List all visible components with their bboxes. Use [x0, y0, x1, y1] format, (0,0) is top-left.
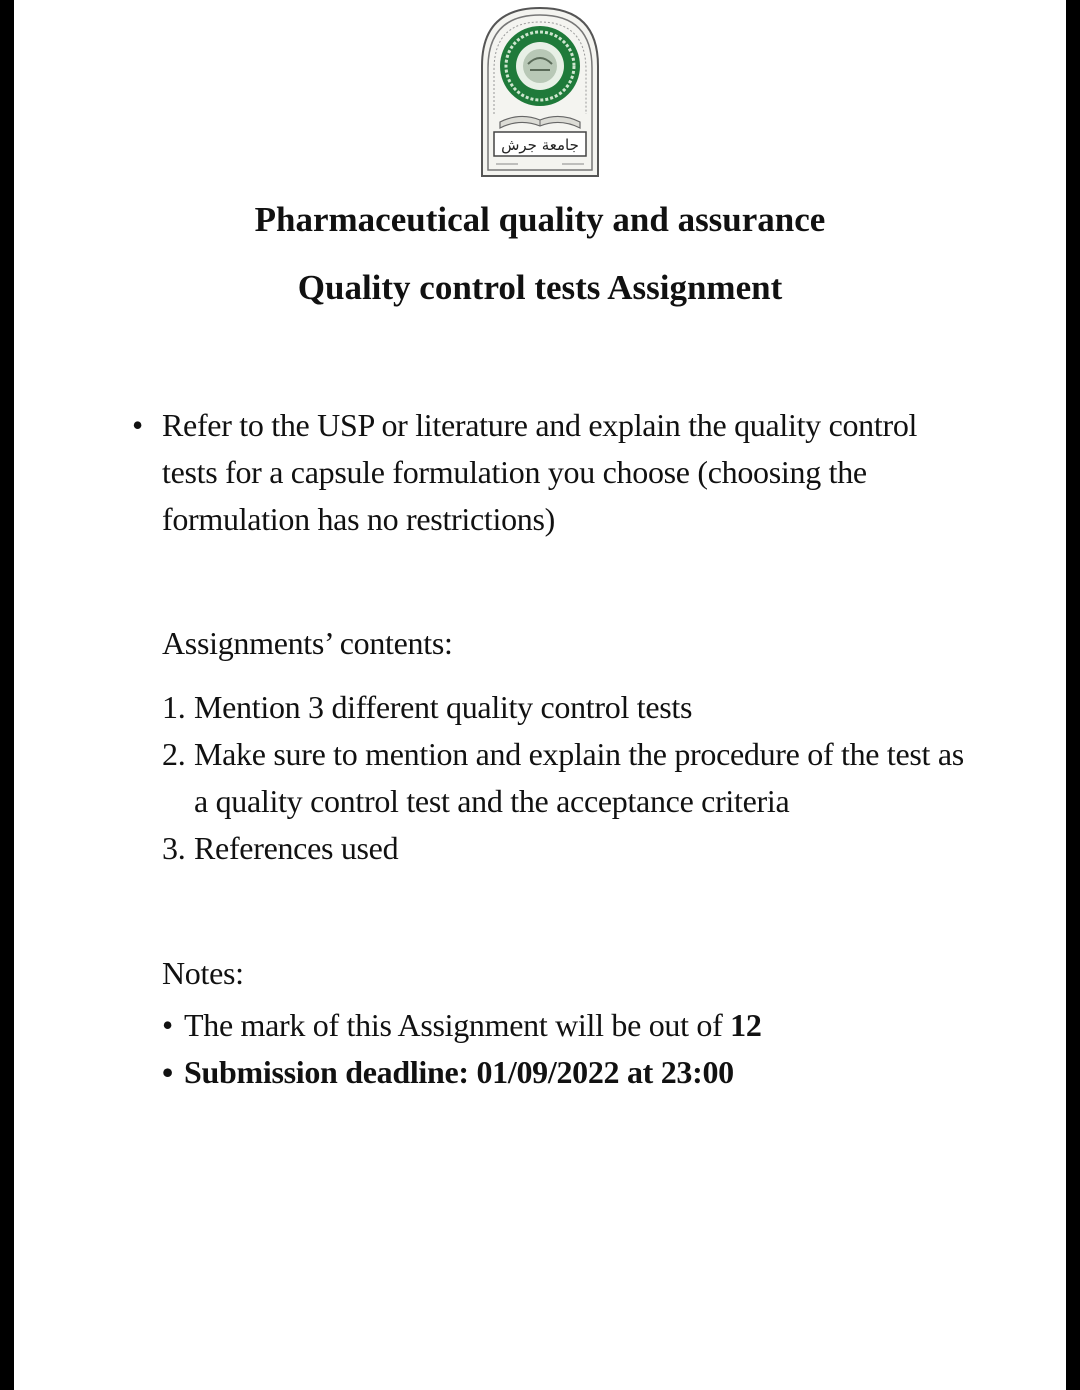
list-item-text: References used — [194, 830, 399, 866]
document-title: Pharmaceutical quality and assurance — [254, 200, 826, 239]
list-number: 2. — [162, 736, 186, 772]
list-item-text: Make sure to mention and explain the procedure of the test as a quality control test and the acceptance criteria — [194, 736, 964, 819]
list-item — [162, 684, 982, 731]
note-mark-value: 12 — [730, 1007, 762, 1043]
instruction-item — [132, 402, 952, 543]
contents-list — [162, 684, 982, 872]
document-subtitle: Quality control tests Assignment — [297, 268, 783, 307]
notes-list — [162, 1002, 982, 1096]
instruction-text: Refer to the USP or literature and explain the quality control tests for a capsule formulation you choose (choosing the formulation has no restrictions) — [162, 407, 918, 537]
document-page — [14, 0, 1066, 1390]
note-deadline-text: Submission deadline: 01/09/2022 at 23:00 — [184, 1054, 734, 1090]
note-mark-text: The mark of this Assignment will be out of — [184, 1007, 731, 1043]
notes-heading: Notes: — [162, 955, 244, 991]
note-mark — [162, 1002, 982, 1049]
seal-caption: جامعة جرش — [501, 136, 579, 154]
list-item-text: Mention 3 different quality control tests — [194, 689, 693, 725]
instruction-list — [132, 402, 952, 543]
university-seal-logo — [478, 4, 602, 178]
list-number: 1. — [162, 689, 186, 725]
list-item — [162, 731, 982, 825]
list-item — [162, 825, 982, 872]
list-number: 3. — [162, 830, 186, 866]
note-deadline — [162, 1049, 982, 1096]
contents-heading: Assignments’ contents: — [162, 625, 453, 661]
